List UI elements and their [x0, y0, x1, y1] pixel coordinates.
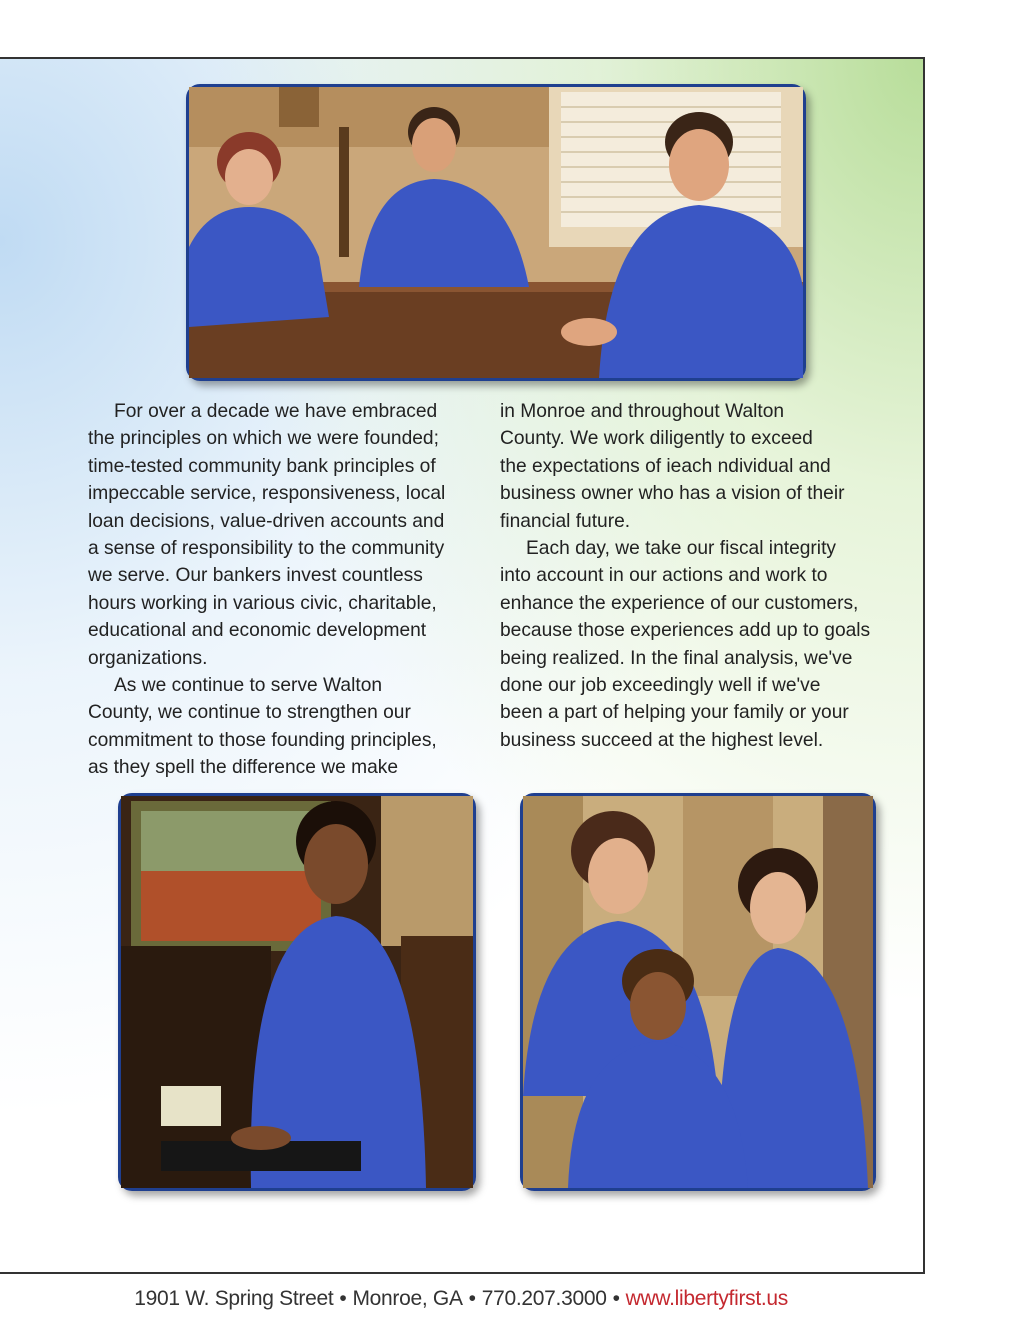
footer-bullet: •: [468, 1287, 476, 1310]
footer-city: Monroe, GA: [352, 1287, 463, 1310]
column-right: [500, 398, 892, 754]
photo-banker-at-desk: [118, 793, 476, 1191]
column-right-paragraph-2: Each day, we take our fiscal integrity into account in our actions and work to enhance the experience of our customers, because those experiences add up to goals being realized. In the final analysis, we've done our job exceedingly well if we've been a part of helping your family or your business succeed at the highest level.: [500, 538, 871, 751]
footer-contact: [134, 1287, 788, 1311]
column-left: [88, 398, 480, 782]
photo-three-women: [520, 793, 876, 1191]
footer-bullet: •: [339, 1287, 347, 1310]
column-right-paragraph-1: in Monroe and throughout Walton County. We work diligently to exceed the expectations of ieach ndividual and business owner who has a vision of their financial future.: [500, 401, 845, 532]
column-left-paragraph-2: As we continue to serve Walton County, we continue to strengthen our commitment to those founding principles, as they spell the difference we make: [88, 675, 437, 779]
column-left-paragraph-1: For over a decade we have embraced the principles on which we were founded; time-tested community bank principles of impeccable service, responsiveness, local loan decisions, value-driven accounts and a sense of responsibility to the community we serve. Our bankers invest countless hours working in various civic, charitable, educational and economic development organizations.: [88, 401, 446, 669]
footer-address: 1901 W. Spring Street: [134, 1287, 334, 1310]
footer-website-link[interactable]: www.libertyfirst.us: [625, 1287, 788, 1310]
footer-phone: 770.207.3000: [481, 1287, 607, 1310]
photo-three-bankers: [186, 84, 806, 381]
page-frame: [0, 57, 925, 1310]
footer-bullet: •: [612, 1287, 620, 1310]
